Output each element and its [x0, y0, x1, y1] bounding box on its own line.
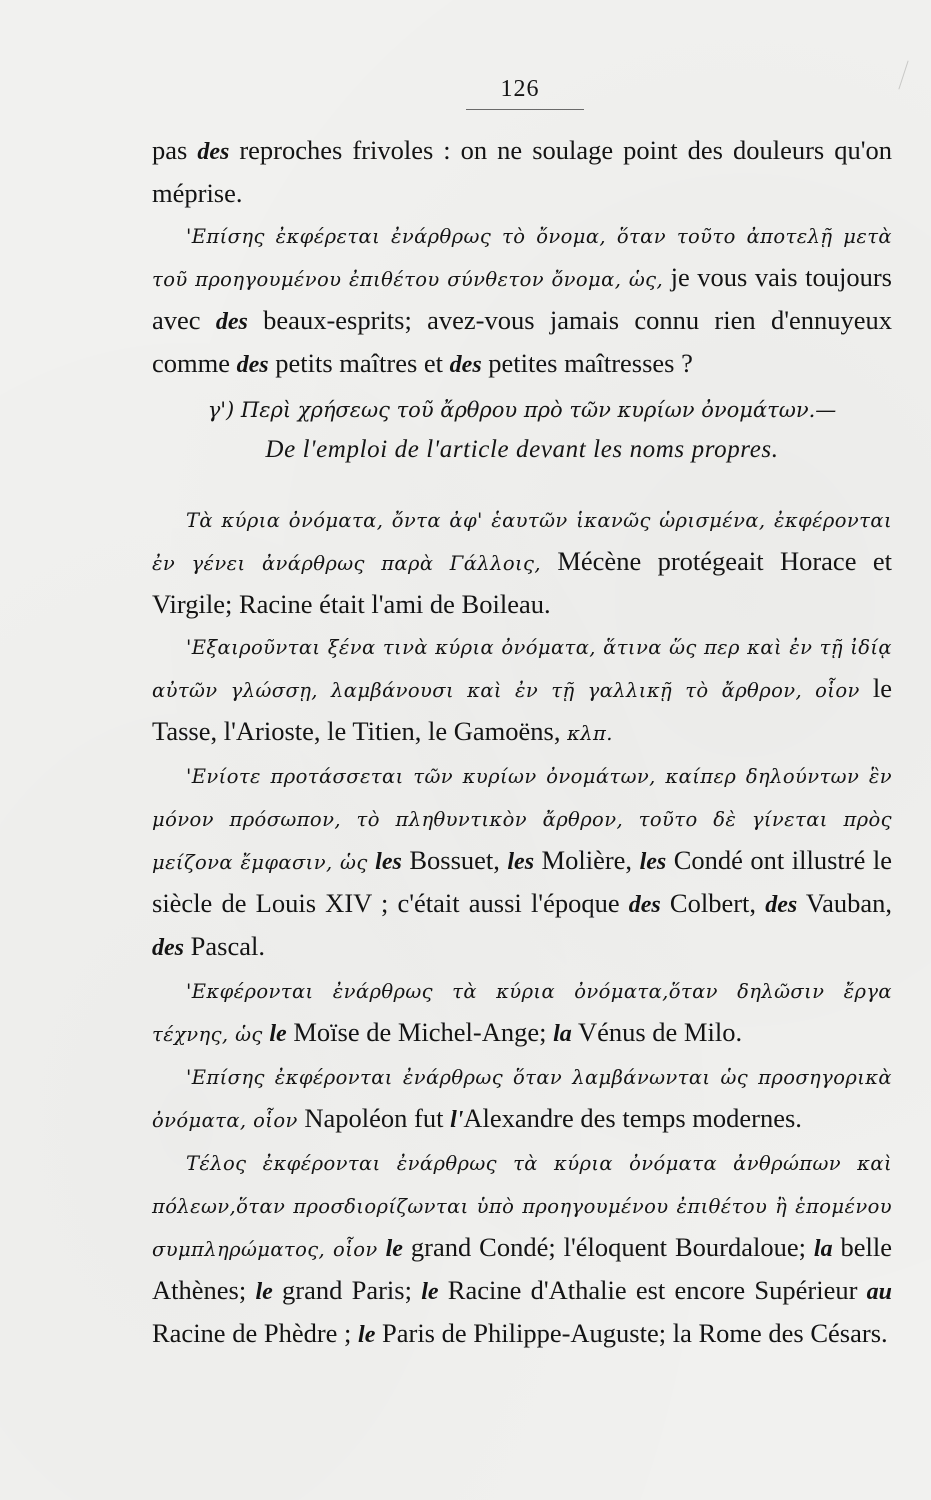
- text-run: reproches frivoles : on ne soulage point des douleurs qu'on méprise.: [152, 135, 893, 208]
- emphasis-le: le: [255, 1279, 273, 1305]
- text-run: Colbert,: [660, 888, 766, 918]
- text-run: Condé ont illustré le siècle de Louis XIV ; c'était aussi l'époque: [152, 845, 892, 918]
- emphasis-le: le: [269, 1021, 287, 1047]
- greek-run: κλπ.: [567, 722, 613, 745]
- greek-run: 'Εξαιροῦνται ξένα τινὰ κύρια ὀνόματα, ἅτινα ὥς περ καὶ ἐν τῇ ἰδίᾳ αὐτῶν γλώσσῃ, λαμβάνουσι καὶ ἐν τῇ γαλλικῇ τὸ ἄρθρον, οἷον: [152, 636, 892, 702]
- header-rule: [466, 109, 584, 110]
- section-heading: [152, 390, 892, 470]
- text-run: beaux-esprits; avez-vous jamais connu rien d'ennuyeux comme: [152, 305, 892, 378]
- emphasis-des: des: [765, 892, 798, 918]
- text-run: [378, 1232, 386, 1262]
- text-run: Paris de Philippe-Auguste; la Rome des Césars.: [375, 1318, 888, 1348]
- text-run: Mécène protégeait Horace et Virgile; Racine était l'ami de Boileau.: [152, 546, 892, 619]
- text-run: Napoléon fut: [297, 1103, 451, 1133]
- paragraph-6: [152, 969, 892, 1055]
- emphasis-les: les: [507, 849, 535, 875]
- paragraph-3: [152, 498, 892, 625]
- greek-run: 'Επίσης ἐκφέρονται ἐνάρθρως ὅταν λαμβάνωνται ὡς προσηγορικὰ ὀνόματα, οἷον: [152, 1066, 892, 1132]
- text-run: je vous vais toujours avec: [152, 262, 892, 335]
- greek-run: Τέλος ἐκφέρονται ἐνάρθρως τὰ κύρια ὀνόματα ἀνθρώπων καὶ πόλεων,ὅταν προσδιορίζωνται ὑπὸ προηγουμένου ἐπιθέτου ἢ ἑπομένου συμπληρώματος, οἷον: [152, 1152, 892, 1261]
- emphasis-la: la: [553, 1021, 572, 1047]
- text-run: petites maîtresses ?: [481, 348, 693, 378]
- emphasis-le: le: [385, 1236, 403, 1262]
- text-run: Molière,: [534, 845, 640, 875]
- emphasis-le: le: [358, 1322, 376, 1348]
- text-run: Racine de Phèdre ;: [152, 1318, 359, 1348]
- emphasis-des: des: [449, 352, 482, 378]
- text-run: Racine d'Athalie est encore Supérieur: [438, 1275, 867, 1305]
- text-run: le Tasse, l'Arioste, le Titien, le Gamoëns,: [152, 673, 893, 746]
- emphasis-des: des: [628, 892, 661, 918]
- emphasis-les: les: [375, 849, 402, 875]
- text-run: Pascal.: [184, 931, 265, 961]
- text-run: Alexandre des temps modernes.: [463, 1103, 802, 1133]
- paragraph-8: [152, 1141, 892, 1356]
- emphasis-au: au: [866, 1279, 893, 1305]
- paragraph-5: [152, 754, 892, 969]
- section-heading-greek: γ') Περὶ χρήσεως τοῦ ἄρθρου πρὸ τῶν κυρίων ὀνομάτων.—: [207, 398, 837, 422]
- text-run: petits maîtres et: [268, 348, 450, 378]
- greek-run: 'Εκφέρονται ἐνάρθρως τὰ κύρια ὀνόματα,ὅταν δηλῶσιν ἔργα τέχνης, ὡς: [152, 980, 892, 1046]
- greek-run: 'Επίσης ἐκφέρεται ἐνάρθρως τὸ ὄνομα, ὅταν τοῦτο ἀποτελῇ μετὰ τοῦ προηγουμένου ἐπιθέτου σύνθετον ὄνομα, ὡς,: [152, 225, 892, 291]
- emphasis-des: des: [236, 352, 269, 378]
- text-run: Bossuet,: [401, 845, 508, 875]
- paragraph-4: [152, 625, 892, 754]
- paragraph-7: [152, 1055, 892, 1141]
- paragraph-2: [152, 214, 892, 386]
- emphasis-la: la: [813, 1236, 833, 1262]
- emphasis-le: le: [421, 1279, 439, 1305]
- page-body: [152, 130, 892, 1356]
- text-run: belle Athènes;: [152, 1232, 893, 1305]
- greek-run: 'Ενίοτε προτάσσεται τῶν κυρίων ὀνομάτων, καίπερ δηλούντων ἓν μόνον πρόσωπον, τὸ πληθυντικὸν ἄρθρον, τοῦτο δὲ γίνεται πρὸς μείζονα ἔμφασιν, ὡς: [152, 765, 892, 874]
- emphasis-des: des: [152, 935, 184, 961]
- text-run: Vénus de Milo.: [571, 1017, 743, 1047]
- text-run: pas: [152, 135, 198, 165]
- section-heading-french: De l'emploi de l'article devant les noms propres.: [265, 436, 779, 463]
- emphasis-l: l': [450, 1107, 464, 1133]
- paragraph-1: [152, 130, 892, 214]
- text-run: Moïse de Michel-Ange;: [286, 1017, 554, 1047]
- emphasis-les: les: [639, 849, 667, 875]
- greek-run: Τὰ κύρια ὀνόματα, ὄντα ἀφ' ἑαυτῶν ἱκανῶς ὡρισμένα, ἐκφέρονται ἐν γένει ἀνάρθρως παρὰ Γάλλοις,: [152, 509, 892, 575]
- text-run: Vauban,: [797, 888, 892, 918]
- emphasis-des: des: [215, 309, 248, 335]
- text-run: grand Condé; l'éloquent Bourdaloue;: [402, 1232, 814, 1262]
- page-number: 126: [500, 76, 540, 102]
- emphasis-des: des: [197, 139, 230, 165]
- text-run: grand Paris;: [272, 1275, 422, 1305]
